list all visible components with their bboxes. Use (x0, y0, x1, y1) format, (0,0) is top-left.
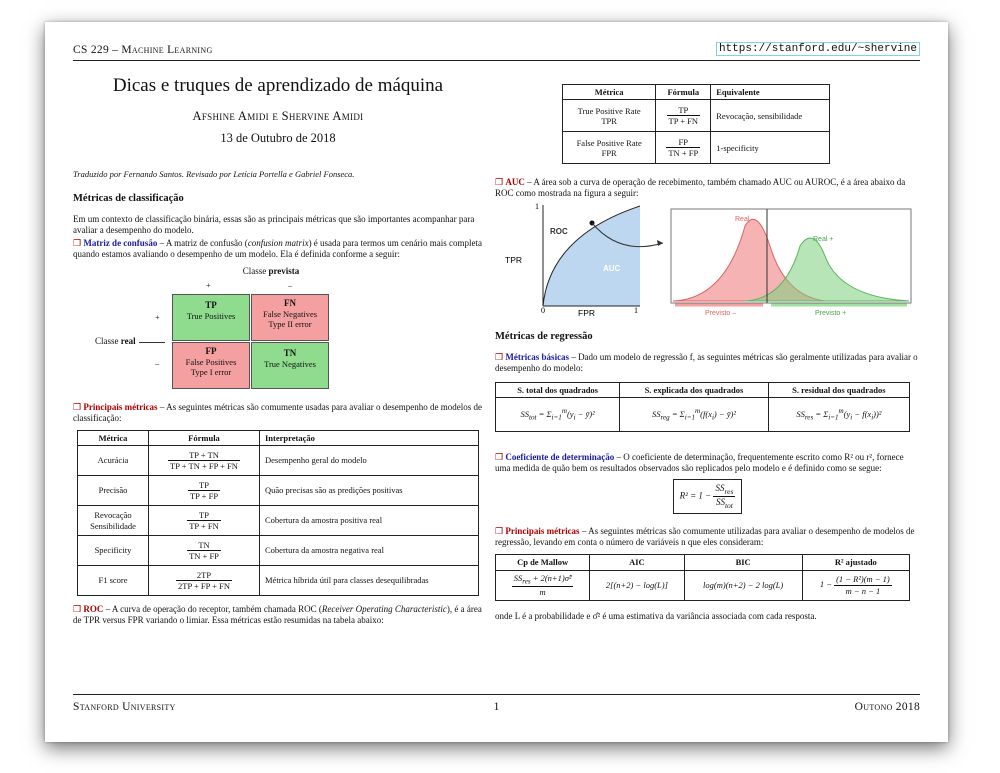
right-column (495, 84, 920, 621)
th-mallow: Cp de Mallow (496, 555, 590, 570)
main-metrics-title: Principais métricas (83, 401, 158, 412)
classification-intro: Em um contexto de classificação binária, essas são as principais métricas que são importantes acompanhar para avaliar a desempenho do modelo. (73, 213, 475, 235)
header-url-link[interactable]: https://stanford.edu/~shervine (716, 42, 920, 56)
bullet-square-icon: ❒ (495, 177, 504, 188)
fp-cell: FP False Positives Type I error (172, 342, 250, 389)
col-minus: – (288, 279, 293, 290)
roc-table (562, 84, 830, 164)
interpretation-cell: Cobertura da amostra positiva real (260, 506, 479, 536)
aic-formula: 2[(n+2) − log(L)] (590, 570, 684, 600)
fpr-axis-label: FPR (578, 308, 595, 319)
real-minus-label: Real – (735, 216, 756, 224)
roc-title: ROC (83, 604, 104, 614)
auc-title: AUC (505, 177, 525, 188)
roc-text-b: ), é a área de TPR versus FPR variando o limiar. Essa métricas estão resumidas na tabela abaixo: (73, 604, 482, 625)
metric-cell: Revocação Sensibilidade (78, 506, 149, 536)
th-formula: Fórmula (149, 430, 260, 445)
bullet-square-icon: ❒ (495, 526, 504, 537)
row-minus: – (155, 357, 160, 368)
bullet-square-icon: ❒ (73, 237, 82, 248)
metric-cell: F1 score (78, 566, 149, 596)
interpretation-cell: Métrica híbrida útil para classes desequilibradas (260, 566, 479, 596)
confusion-italic: confusion matrix (247, 237, 309, 248)
th-roc-metric: Métrica (563, 85, 656, 100)
formula-cell: $\frac{TP}{TP + FN}$ (149, 506, 260, 536)
r2-formula-box: R² = 1 − $\frac{SS_{res}}{SS_{tot}}$ (495, 479, 920, 514)
bullet-square-icon: ❒ (495, 452, 504, 463)
document-title: Dicas e truques de aprendizado de máquina (112, 75, 444, 96)
interpretation-cell: Quão precisas são as predições positivas (260, 476, 479, 506)
th-r2-adj: R² ajustado (802, 555, 909, 570)
table-row (78, 536, 479, 566)
row-divider (139, 342, 165, 343)
reg-main-metrics-text: – As seguintes métricas são comumente utilizadas para avaliar o desempenho de modelos de regressão, levando em conta o número de variáveis n que eles consideram: (495, 526, 915, 548)
roc-italic: Receiver Operating Characteristic (321, 604, 447, 614)
page-header (73, 44, 920, 61)
th-total: S. total dos quadrados (496, 383, 620, 398)
course-title: CS 229 – Machine Learning (73, 44, 213, 56)
regression-heading: Métricas de regressão (495, 331, 593, 343)
footer-university: Stanford University (73, 701, 176, 713)
y-one-label: 1 (535, 202, 539, 212)
auc-label: AUC (603, 264, 621, 274)
auc-text: – A área sob a curva de operação de recebimento, também chamado AUC ou AUROC, é a área abaixo da ROC como mostrada na figura a seguir: (495, 177, 906, 199)
basic-metrics-title: Métricas básicas (505, 352, 570, 363)
tp-cell: TP True Positives (172, 294, 250, 341)
sum-of-squares-table (495, 382, 910, 432)
auc-paragraph (495, 177, 920, 199)
basic-metrics-text: – Dado um modelo de regressão f, as seguintes métricas são geralmente utilizadas para avaliar o desempenho do modelo: (495, 352, 918, 374)
metric-cell: Acurácia (78, 446, 149, 476)
formula-cell: $\frac{TP + TN}{TP + TN + FP + FN}$ (149, 446, 260, 476)
th-explained: S. explicada dos quadrados (620, 383, 769, 398)
x-one-label: 1 (634, 306, 638, 316)
r2adj-formula: 1 − $\frac{\text{(1 − R²)(m − 1)}}{m - n - 1}$ (802, 570, 909, 600)
metric-cell: True Positive Rate TPR (563, 100, 656, 132)
predicted-plus-label: Previsto + (815, 310, 847, 318)
metric-cell: Precisão (78, 476, 149, 506)
formula-cell: $\frac{FP}{TN + FP}$ (656, 132, 711, 164)
ssreg-formula: $SS_{reg} = \Sigma_{i=1}^m(f(x_i)$ − ȳ)² (620, 398, 769, 432)
left-column (73, 74, 483, 626)
th-roc-equivalent: Equivalente (711, 85, 830, 100)
table-row (78, 566, 479, 596)
table-row (78, 446, 479, 476)
table-row (78, 506, 479, 536)
coef-text: – O coeficiente de determinação, frequentemente escrito como R² ou r², fornece uma medida de quão bem os resultados observados são replicados pelo modelo e é definido como se segue: (495, 452, 904, 474)
formula-cell: $\frac{2TP}{2TP + FP + FN}$ (149, 566, 260, 596)
predicted-minus-label: Previsto – (705, 310, 737, 318)
translation-credit: Traduzido por Fernando Santos. Revisado por Letícia Portella e Gabriel Fonseca. (73, 168, 355, 179)
formula-cell: $\frac{TN}{TN + FP}$ (149, 536, 260, 566)
confusion-matrix (73, 266, 483, 398)
formula-cell: $\frac{TP}{TP + FP}$ (149, 476, 260, 506)
th-interpretation: Interpretação (260, 430, 479, 445)
bullet-square-icon: ❒ (495, 352, 504, 363)
reg-main-metrics-title: Principais métricas (505, 526, 580, 537)
interpretation-cell: Cobertura da amostra negativa real (260, 536, 479, 566)
origin-label: 0 (541, 306, 545, 316)
equivalent-cell: Revocação, sensibilidade (711, 100, 830, 132)
confusion-text-b: ) é usada para termos um cenário mais completa quando estamos avaliando o desempenho de um modelo. Ela é definida conforme a seguir: (73, 237, 482, 259)
roc-paragraph (73, 604, 483, 626)
ssres-formula: $SS_{res} = \Sigma_{i=1}^m(y_i - f(x_i))^2$ (768, 398, 909, 432)
bullet-square-icon: ❒ (73, 604, 82, 614)
authors: Afshine Amidi e Shervine Amidi (192, 109, 364, 124)
auc-figure (495, 201, 920, 321)
equivalent-cell: 1-specificity (711, 132, 830, 164)
th-bic: BIC (684, 555, 802, 570)
basic-metrics-paragraph (495, 352, 920, 374)
coef-title: Coeficiente de determinação (505, 452, 615, 463)
classification-metrics-table (77, 430, 479, 596)
fn-cell: FN False Negatives Type II error (251, 294, 329, 341)
date: 13 de Outubro de 2018 (220, 131, 336, 146)
col-plus: + (206, 279, 211, 290)
formula-cell: $\frac{TP}{TP + FN}$ (656, 100, 711, 132)
bic-formula: log(m)(n+2) − 2 log(L) (684, 570, 802, 600)
metric-cell: Specificity (78, 536, 149, 566)
th-residual: S. residual dos quadrados (768, 383, 909, 398)
reg-main-metrics-paragraph (495, 526, 920, 548)
bullet-square-icon: ❒ (73, 401, 82, 412)
document-page (45, 22, 948, 742)
coef-paragraph (495, 452, 920, 474)
table-row (78, 476, 479, 506)
predicted-class-label: Classe prevista (242, 265, 300, 276)
table-row (563, 132, 830, 164)
tn-cell: TN True Negatives (251, 342, 329, 389)
real-plus-label: Real + (813, 236, 834, 244)
confusion-text: – A matriz de confusão ( (157, 237, 248, 248)
page-footer (73, 694, 920, 713)
closing-text: onde L é a probabilidade e σ̂² é uma estimativa da variância associada com cada resposta. (495, 610, 817, 621)
interpretation-cell: Desempenho geral do modelo (260, 446, 479, 476)
row-plus: + (155, 311, 160, 322)
classification-heading: Métricas de classificação (73, 193, 184, 205)
real-class-label: Classe real (95, 335, 136, 346)
page-number: 1 (493, 701, 500, 713)
table-row (563, 100, 830, 132)
regression-metrics-table (495, 554, 910, 600)
main-metrics-paragraph (73, 402, 483, 424)
confusion-title: Matriz de confusão (83, 237, 158, 248)
roc-curve-label: ROC (550, 227, 568, 237)
tpr-axis-label: TPR (505, 255, 522, 266)
main-metrics-text: – As seguintes métricas são comumente usadas para avaliar o desempenho de modelos de classificação: (73, 401, 482, 423)
th-aic: AIC (590, 555, 684, 570)
mallow-formula: $\frac{SS_{res} + 2(n+1)\sigmâ^2}{m}$ (496, 570, 590, 600)
confusion-paragraph (73, 238, 483, 260)
roc-text: – A curva de operação do receptor, também chamada ROC ( (103, 604, 322, 614)
footer-term: Outono 2018 (854, 701, 920, 713)
arrow-icon (657, 240, 663, 246)
sstot-formula: $SS_{tot} = \Sigma_{i=1}^m(y_i$ − ȳ)² (496, 398, 620, 432)
th-roc-formula: Fórmula (656, 85, 711, 100)
th-metric: Métrica (78, 430, 149, 445)
metric-cell: False Positive Rate FPR (563, 132, 656, 164)
